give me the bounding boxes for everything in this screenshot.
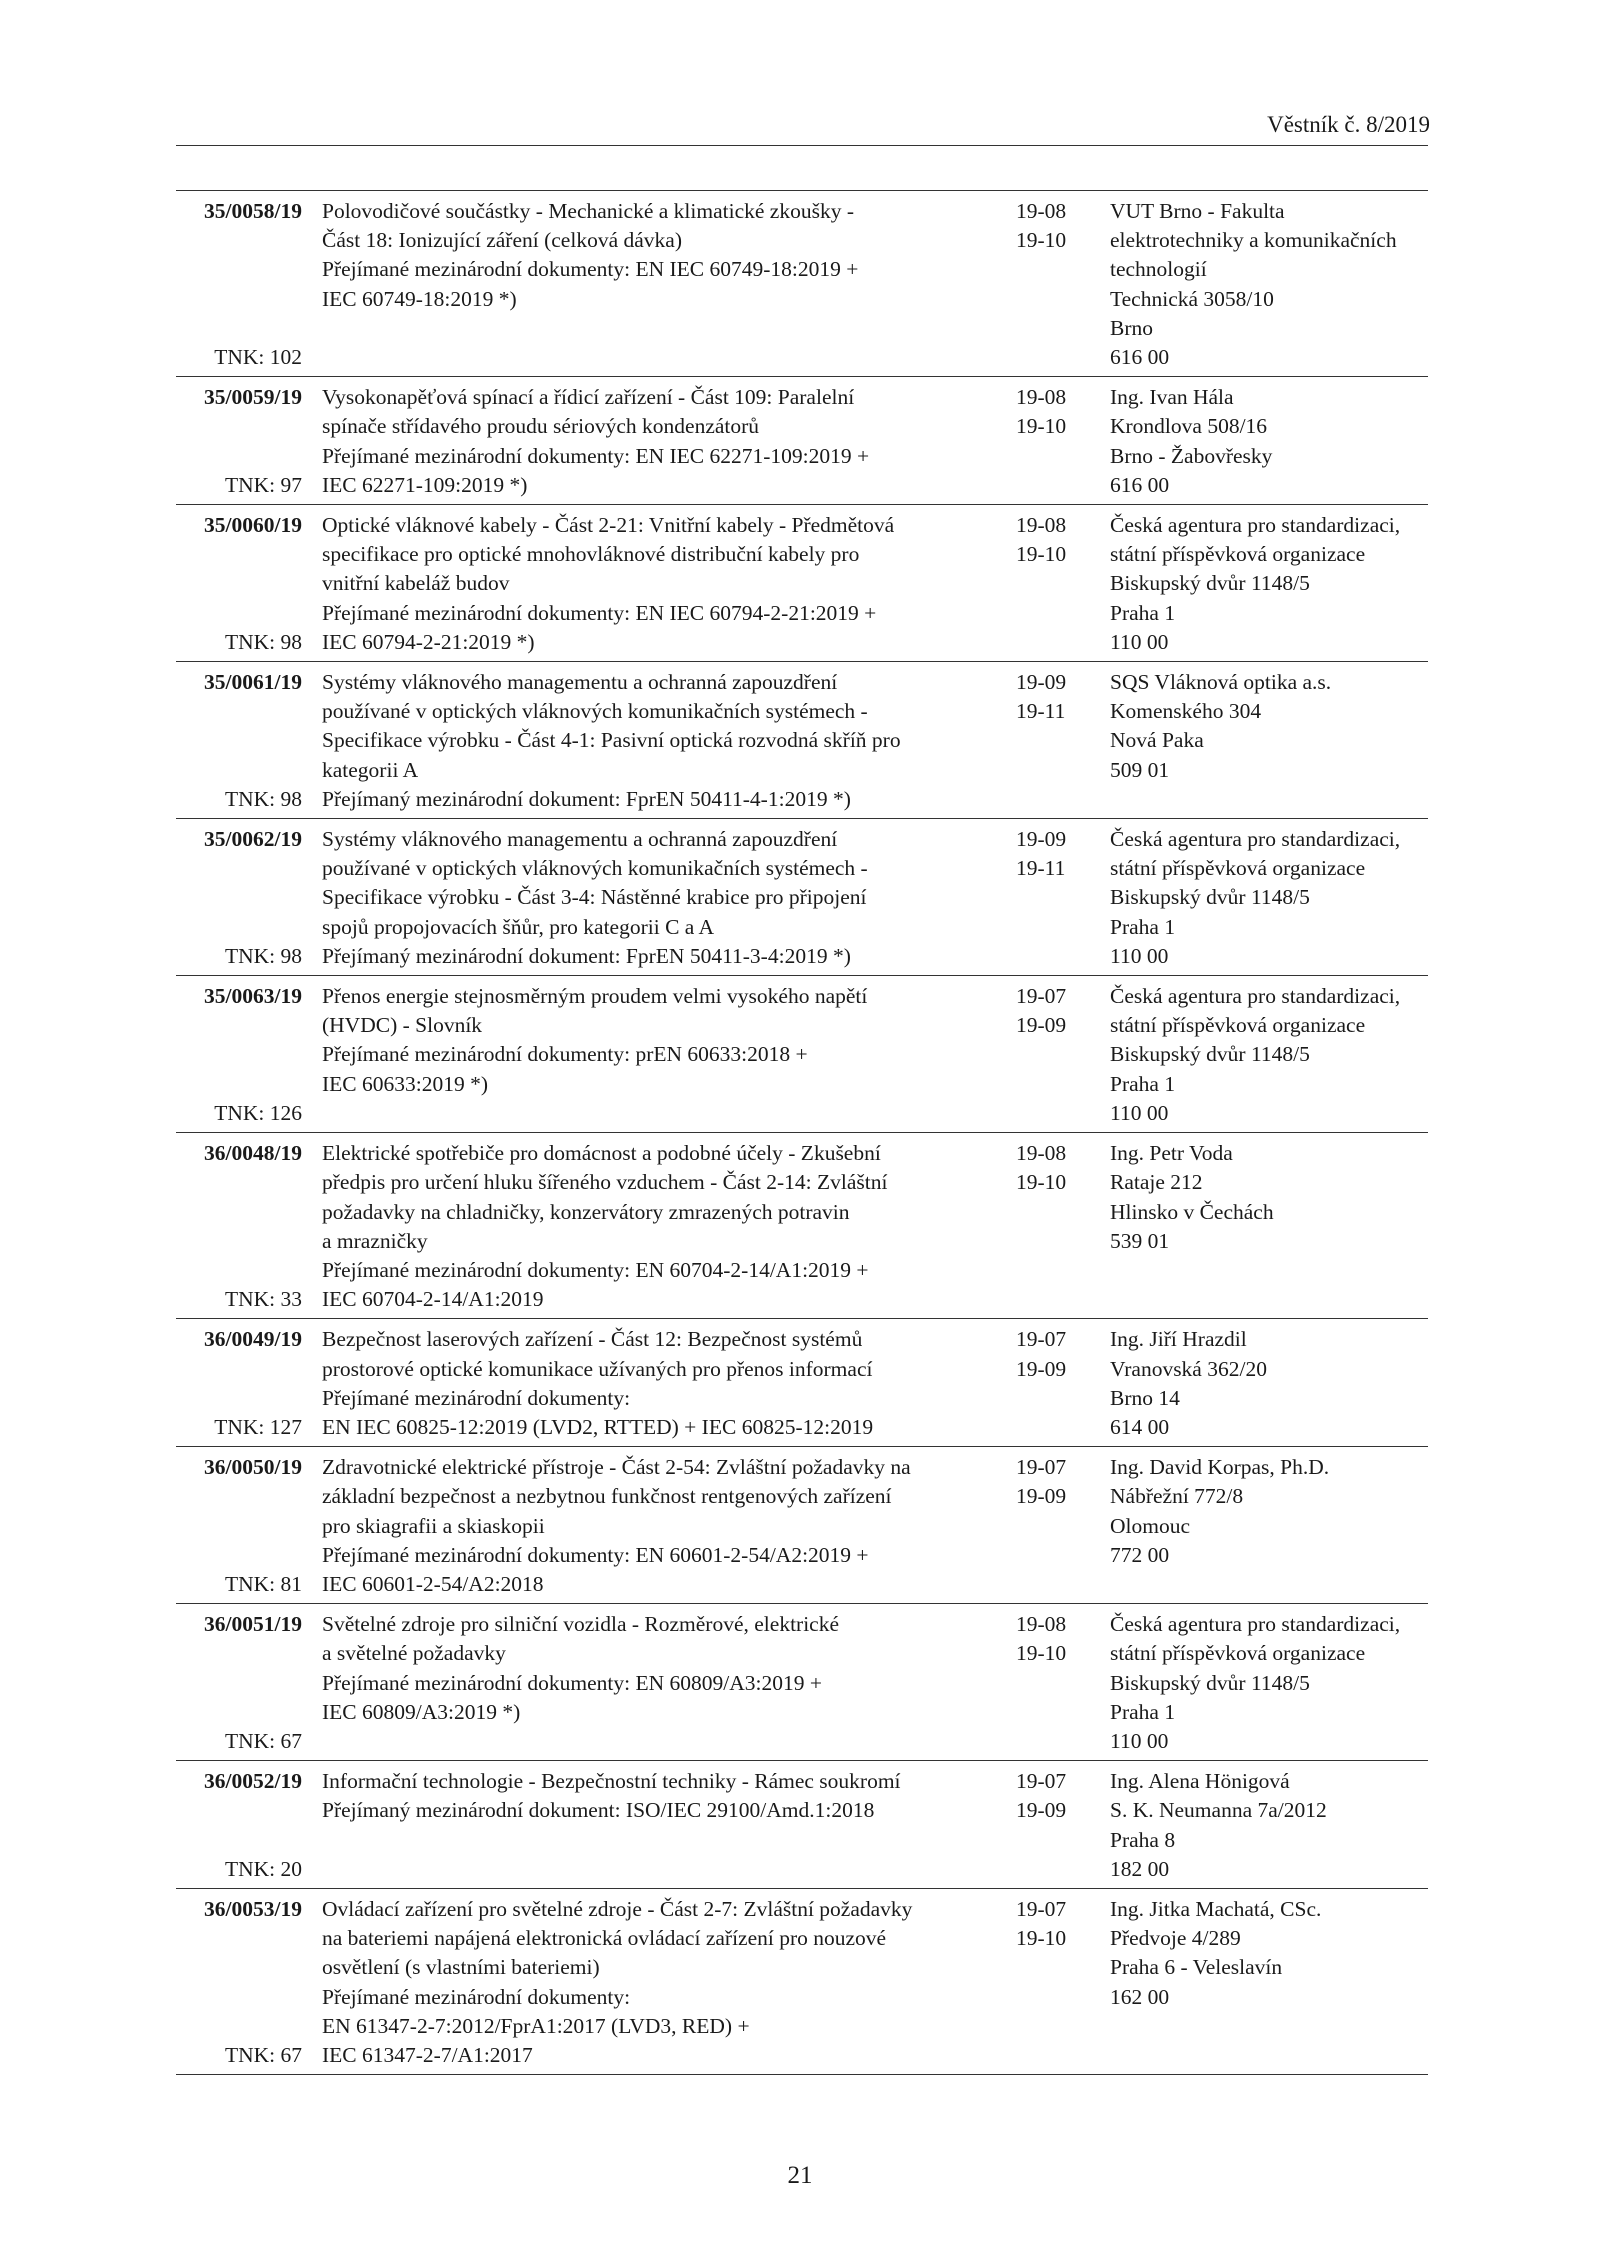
title-cell bbox=[322, 668, 1002, 814]
title-line: Přejímané mezinárodní dokumenty: EN 60704-2-14/A1:2019 + bbox=[322, 1257, 869, 1282]
tnk-label: TNK: 67 bbox=[224, 1728, 302, 1753]
title-line: požadavky na chladničky, konzervátory zmrazených potravin bbox=[322, 1199, 850, 1224]
contact-line: Praha 8 bbox=[1110, 1827, 1176, 1852]
record-id-cell bbox=[176, 1895, 302, 2070]
date-value: 19-07 bbox=[1016, 1455, 1067, 1480]
title-line: Část 18: Ionizující záření (celková dávka) bbox=[322, 228, 682, 253]
tnk-label: TNK: 127 bbox=[214, 1414, 302, 1439]
title-line: spojů propojovacích šňůr, pro kategorii C a A bbox=[322, 914, 715, 939]
record-id-cell bbox=[176, 825, 302, 971]
contact-line: Česká agentura pro standardizaci, bbox=[1110, 513, 1401, 538]
table-row bbox=[176, 1133, 1428, 1319]
record-number: 35/0059/19 bbox=[204, 385, 302, 410]
title-line: Elektrické spotřebiče pro domácnost a podobné účely - Zkušební bbox=[322, 1141, 881, 1166]
contact-line: VUT Brno - Fakulta bbox=[1110, 199, 1285, 223]
title-line: Polovodičové součástky - Mechanické a klimatické zkoušky - bbox=[322, 199, 854, 223]
contact-line: SQS Vláknová optika a.s. bbox=[1110, 670, 1332, 695]
title-line: na bateriemi napájená elektronická ovládací zařízení pro nouzové bbox=[322, 1926, 887, 1951]
contact-line: elektrotechniky a komunikačních bbox=[1110, 228, 1397, 253]
contact-line: Ing. David Korpas, Ph.D. bbox=[1110, 1455, 1330, 1480]
title-line: předpis pro určení hluku šířeného vzduchem - Část 2-14: Zvláštní bbox=[322, 1170, 888, 1195]
contact-line: Ing. Petr Voda bbox=[1110, 1141, 1233, 1166]
contact-cell bbox=[1110, 1895, 1428, 2070]
date-value: 19-07 bbox=[1016, 1769, 1067, 1794]
date-value: 19-11 bbox=[1016, 856, 1066, 881]
contact-line: Praha 1 bbox=[1110, 1071, 1176, 1096]
dates-cell bbox=[1016, 1767, 1104, 1884]
title-line: Přejímané mezinárodní dokumenty: EN IEC 62271-109:2019 + bbox=[322, 443, 870, 468]
dates-cell bbox=[1016, 1895, 1104, 2070]
contact-cell bbox=[1110, 1453, 1428, 1599]
title-cell bbox=[322, 1610, 1002, 1756]
date-value: 19-10 bbox=[1016, 1641, 1067, 1666]
contact-line: Brno - Žabovřesky bbox=[1110, 443, 1273, 468]
title-line: Přejímané mezinárodní dokumenty: bbox=[322, 1984, 631, 2009]
date-value: 19-07 bbox=[1016, 1327, 1067, 1352]
contact-line: 110 00 bbox=[1110, 1728, 1169, 1753]
contact-line: státní příspěvková organizace bbox=[1110, 542, 1366, 567]
contact-line: Nová Paka bbox=[1110, 728, 1204, 753]
contact-line: Nábřežní 772/8 bbox=[1110, 1484, 1244, 1509]
title-line: a mrazničky bbox=[322, 1228, 428, 1253]
dates-cell bbox=[1016, 1610, 1104, 1756]
contact-line: Ing. Jitka Machatá, CSc. bbox=[1110, 1896, 1322, 1921]
dates-cell bbox=[1016, 1453, 1104, 1599]
title-line: Přejímané mezinárodní dokumenty: EN 60809/A3:2019 + bbox=[322, 1670, 822, 1695]
contact-line: Biskupský dvůr 1148/5 bbox=[1110, 1670, 1310, 1695]
contact-line: Biskupský dvůr 1148/5 bbox=[1110, 885, 1310, 910]
date-value: 19-10 bbox=[1016, 228, 1067, 253]
title-line: používané v optických vláknových komunikačních systémech - bbox=[322, 699, 868, 724]
record-id-cell bbox=[176, 383, 302, 500]
title-cell bbox=[322, 982, 1002, 1128]
contact-cell bbox=[1110, 1325, 1428, 1442]
title-line: IEC 60809/A3:2019 *) bbox=[322, 1699, 521, 1724]
tnk-label: TNK: 20 bbox=[224, 1856, 302, 1881]
title-line: Zdravotnické elektrické přístroje - Část 2-54: Zvláštní požadavky na bbox=[322, 1455, 911, 1480]
tnk-label: TNK: 102 bbox=[214, 345, 302, 370]
record-id-cell bbox=[176, 1139, 302, 1314]
contact-line: 110 00 bbox=[1110, 1100, 1169, 1125]
date-value: 19-07 bbox=[1016, 1896, 1067, 1921]
contact-line: Ing. Ivan Hála bbox=[1110, 385, 1234, 410]
contact-line: Hlinsko v Čechách bbox=[1110, 1199, 1274, 1224]
title-line: Ovládací zařízení pro světelné zdroje - Část 2-7: Zvláštní požadavky bbox=[322, 1896, 913, 1921]
contact-line: Předvoje 4/289 bbox=[1110, 1926, 1241, 1951]
title-line: IEC 61347-2-7/A1:2017 bbox=[322, 2042, 533, 2067]
contact-line: státní příspěvková organizace bbox=[1110, 1013, 1366, 1038]
contact-line: Komenského 304 bbox=[1110, 699, 1262, 724]
tnk-label: TNK: 81 bbox=[224, 1571, 302, 1596]
contact-line: Brno bbox=[1110, 315, 1153, 340]
contact-line: Biskupský dvůr 1148/5 bbox=[1110, 571, 1310, 596]
title-line: kategorii A bbox=[322, 757, 419, 782]
title-line: vnitřní kabeláž budov bbox=[322, 571, 510, 596]
contact-line: S. K. Neumanna 7a/2012 bbox=[1110, 1798, 1327, 1823]
contact-line: Praha 1 bbox=[1110, 914, 1176, 939]
dates-cell bbox=[1016, 1325, 1104, 1442]
title-line: IEC 60633:2019 *) bbox=[322, 1071, 489, 1096]
contact-line: 616 00 bbox=[1110, 345, 1170, 370]
title-line: EN 61347-2-7:2012/FprA1:2017 (LVD3, RED) + bbox=[322, 2013, 750, 2038]
title-line: Přejímané mezinárodní dokumenty: EN 60601-2-54/A2:2019 + bbox=[322, 1542, 869, 1567]
table-row bbox=[176, 505, 1428, 662]
contact-line: Brno 14 bbox=[1110, 1385, 1180, 1410]
record-number: 36/0053/19 bbox=[204, 1896, 302, 1921]
table-row bbox=[176, 1604, 1428, 1761]
date-value: 19-08 bbox=[1016, 385, 1067, 410]
date-value: 19-09 bbox=[1016, 670, 1067, 695]
title-line: Specifikace výrobku - Část 3-4: Nástěnné krabice pro připojení bbox=[322, 885, 867, 910]
title-line: Přenos energie stejnosměrným proudem velmi vysokého napětí bbox=[322, 984, 868, 1009]
contact-cell bbox=[1110, 1139, 1428, 1314]
table-row bbox=[176, 1761, 1428, 1889]
contact-line: 110 00 bbox=[1110, 629, 1169, 654]
contact-line: Rataje 212 bbox=[1110, 1170, 1203, 1195]
record-number: 35/0063/19 bbox=[204, 984, 302, 1009]
title-line: Vysokonapěťová spínací a řídicí zařízení - Část 109: Paralelní bbox=[322, 385, 855, 410]
title-cell bbox=[322, 825, 1002, 971]
dates-cell bbox=[1016, 1139, 1104, 1314]
date-value: 19-07 bbox=[1016, 984, 1067, 1009]
date-value: 19-11 bbox=[1016, 699, 1066, 724]
title-line: (HVDC) - Slovník bbox=[322, 1013, 483, 1038]
contact-line: 110 00 bbox=[1110, 943, 1169, 968]
title-line: základní bezpečnost a nezbytnou funkčnost rentgenových zařízení bbox=[322, 1484, 892, 1509]
table-row bbox=[176, 976, 1428, 1133]
record-number: 35/0058/19 bbox=[204, 199, 302, 223]
title-line: Přejímaný mezinárodní dokument: ISO/IEC 29100/Amd.1:2018 bbox=[322, 1798, 875, 1823]
title-cell bbox=[322, 1325, 1002, 1442]
date-value: 19-08 bbox=[1016, 1612, 1067, 1637]
title-line: Specifikace výrobku - Část 4-1: Pasivní optická rozvodná skříň pro bbox=[322, 728, 901, 753]
title-cell bbox=[322, 1767, 1002, 1884]
title-cell bbox=[322, 1453, 1002, 1599]
date-value: 19-09 bbox=[1016, 1798, 1067, 1823]
contact-line: 614 00 bbox=[1110, 1414, 1170, 1439]
record-number: 36/0050/19 bbox=[204, 1455, 302, 1480]
contact-line: státní příspěvková organizace bbox=[1110, 1641, 1366, 1666]
title-cell bbox=[322, 197, 1002, 372]
title-line: specifikace pro optické mnohovláknové distribuční kabely pro bbox=[322, 542, 860, 567]
contact-line: 182 00 bbox=[1110, 1856, 1170, 1881]
record-id-cell bbox=[176, 197, 302, 372]
contact-line: Krondlova 508/16 bbox=[1110, 414, 1268, 439]
table-row bbox=[176, 1319, 1428, 1447]
date-value: 19-09 bbox=[1016, 1356, 1067, 1381]
contact-line: technologií bbox=[1110, 257, 1207, 282]
title-line: Informační technologie - Bezpečnostní techniky - Rámec soukromí bbox=[322, 1769, 901, 1794]
dates-cell bbox=[1016, 511, 1104, 657]
title-line: IEC 60601-2-54/A2:2018 bbox=[322, 1571, 544, 1596]
title-cell bbox=[322, 511, 1002, 657]
header-rule bbox=[176, 145, 1428, 146]
tnk-label: TNK: 98 bbox=[224, 629, 302, 654]
record-id-cell bbox=[176, 1767, 302, 1884]
date-value: 19-09 bbox=[1016, 1013, 1067, 1038]
title-line: IEC 60794-2-21:2019 *) bbox=[322, 629, 535, 654]
contact-line: Vranovská 362/20 bbox=[1110, 1356, 1267, 1381]
dates-cell bbox=[1016, 383, 1104, 500]
contact-cell bbox=[1110, 383, 1428, 500]
contact-cell bbox=[1110, 982, 1428, 1128]
table-row bbox=[176, 1447, 1428, 1604]
title-line: EN IEC 60825-12:2019 (LVD2, RTTED) + IEC 60825-12:2019 bbox=[322, 1414, 874, 1439]
title-line: Přejímaný mezinárodní dokument: FprEN 50411-3-4:2019 *) bbox=[322, 943, 851, 968]
record-id-cell bbox=[176, 1610, 302, 1756]
title-cell bbox=[322, 383, 1002, 500]
date-value: 19-10 bbox=[1016, 414, 1067, 439]
date-value: 19-08 bbox=[1016, 513, 1067, 538]
dates-cell bbox=[1016, 668, 1104, 814]
contact-line: státní příspěvková organizace bbox=[1110, 856, 1366, 881]
date-value: 19-10 bbox=[1016, 1926, 1067, 1951]
title-line: Systémy vláknového managementu a ochranná zapouzdření bbox=[322, 827, 838, 852]
record-number: 36/0052/19 bbox=[204, 1769, 302, 1794]
dates-cell bbox=[1016, 197, 1104, 372]
contact-line: 616 00 bbox=[1110, 472, 1170, 497]
contact-line: Olomouc bbox=[1110, 1513, 1191, 1538]
date-value: 19-10 bbox=[1016, 542, 1067, 567]
contact-line: Ing. Jiří Hrazdil bbox=[1110, 1327, 1247, 1352]
contact-line: 539 01 bbox=[1110, 1228, 1170, 1253]
record-id-cell bbox=[176, 1325, 302, 1442]
tnk-label: TNK: 126 bbox=[214, 1100, 302, 1125]
record-number: 35/0060/19 bbox=[204, 513, 302, 538]
contact-cell bbox=[1110, 197, 1428, 372]
title-line: Světelné zdroje pro silniční vozidla - Rozměrové, elektrické bbox=[322, 1612, 840, 1637]
record-number: 36/0048/19 bbox=[204, 1141, 302, 1166]
title-line: spínače střídavého proudu sériových kondenzátorů bbox=[322, 414, 760, 439]
standards-table bbox=[176, 190, 1428, 2075]
title-line: IEC 62271-109:2019 *) bbox=[322, 472, 528, 497]
title-line: Optické vláknové kabely - Část 2-21: Vnitřní kabely - Předmětová bbox=[322, 513, 895, 538]
record-number: 36/0049/19 bbox=[204, 1327, 302, 1352]
title-line: používané v optických vláknových komunikačních systémech - bbox=[322, 856, 868, 881]
contact-cell bbox=[1110, 825, 1428, 971]
record-id-cell bbox=[176, 982, 302, 1128]
contact-line: 772 00 bbox=[1110, 1542, 1170, 1567]
record-number: 35/0062/19 bbox=[204, 827, 302, 852]
contact-line: Ing. Alena Hönigová bbox=[1110, 1769, 1290, 1794]
title-line: Přejímané mezinárodní dokumenty: EN IEC 60749-18:2019 + bbox=[322, 257, 859, 282]
title-line: Systémy vláknového managementu a ochranná zapouzdření bbox=[322, 670, 838, 695]
title-line: IEC 60749-18:2019 *) bbox=[322, 286, 517, 311]
title-line: prostorové optické komunikace užívaných pro přenos informací bbox=[322, 1356, 873, 1381]
date-value: 19-09 bbox=[1016, 827, 1067, 852]
title-line: Přejímané mezinárodní dokumenty: bbox=[322, 1385, 631, 1410]
record-id-cell bbox=[176, 668, 302, 814]
table-row bbox=[176, 1889, 1428, 2075]
title-line: pro skiagrafii a skiaskopii bbox=[322, 1513, 545, 1538]
dates-cell bbox=[1016, 982, 1104, 1128]
record-id-cell bbox=[176, 1453, 302, 1599]
page-header-title: Věstník č. 8/2019 bbox=[1267, 112, 1430, 137]
record-number: 36/0051/19 bbox=[204, 1612, 302, 1637]
contact-cell bbox=[1110, 1767, 1428, 1884]
table-row bbox=[176, 662, 1428, 819]
date-value: 19-08 bbox=[1016, 1141, 1067, 1166]
contact-line: Praha 1 bbox=[1110, 600, 1176, 625]
contact-line: Technická 3058/10 bbox=[1110, 286, 1274, 311]
contact-cell bbox=[1110, 668, 1428, 814]
contact-line: Česká agentura pro standardizaci, bbox=[1110, 984, 1401, 1009]
tnk-label: TNK: 33 bbox=[224, 1287, 302, 1312]
title-cell bbox=[322, 1895, 1002, 2070]
table-row bbox=[176, 377, 1428, 505]
contact-line: Česká agentura pro standardizaci, bbox=[1110, 1612, 1401, 1637]
contact-cell bbox=[1110, 511, 1428, 657]
title-line: Přejímaný mezinárodní dokument: FprEN 50411-4-1:2019 *) bbox=[322, 786, 851, 811]
table-row bbox=[176, 819, 1428, 976]
dates-cell bbox=[1016, 825, 1104, 971]
tnk-label: TNK: 98 bbox=[224, 786, 302, 811]
contact-line: Česká agentura pro standardizaci, bbox=[1110, 827, 1401, 852]
date-value: 19-10 bbox=[1016, 1170, 1067, 1195]
tnk-label: TNK: 98 bbox=[224, 943, 302, 968]
contact-cell bbox=[1110, 1610, 1428, 1756]
tnk-label: TNK: 97 bbox=[224, 472, 302, 497]
contact-line: Praha 6 - Veleslavín bbox=[1110, 1955, 1283, 1980]
title-line: Přejímané mezinárodní dokumenty: prEN 60633:2018 + bbox=[322, 1042, 808, 1067]
date-value: 19-08 bbox=[1016, 199, 1067, 223]
title-line: osvětlení (s vlastními bateriemi) bbox=[322, 1955, 600, 1980]
contact-line: Biskupský dvůr 1148/5 bbox=[1110, 1042, 1310, 1067]
title-line: Přejímané mezinárodní dokumenty: EN IEC 60794-2-21:2019 + bbox=[322, 600, 877, 625]
record-id-cell bbox=[176, 511, 302, 657]
title-line: Bezpečnost laserových zařízení - Část 12: Bezpečnost systémů bbox=[322, 1327, 863, 1352]
title-cell bbox=[322, 1139, 1002, 1314]
contact-line: 509 01 bbox=[1110, 757, 1170, 782]
contact-line: 162 00 bbox=[1110, 1984, 1170, 2009]
table-row bbox=[176, 191, 1428, 377]
record-number: 35/0061/19 bbox=[204, 670, 302, 695]
tnk-label: TNK: 67 bbox=[224, 2042, 302, 2067]
date-value: 19-09 bbox=[1016, 1484, 1067, 1509]
page-number: 21 bbox=[787, 2162, 813, 2189]
contact-line: Praha 1 bbox=[1110, 1699, 1176, 1724]
title-line: a světelné požadavky bbox=[322, 1641, 506, 1666]
title-line: IEC 60704-2-14/A1:2019 bbox=[322, 1287, 544, 1312]
